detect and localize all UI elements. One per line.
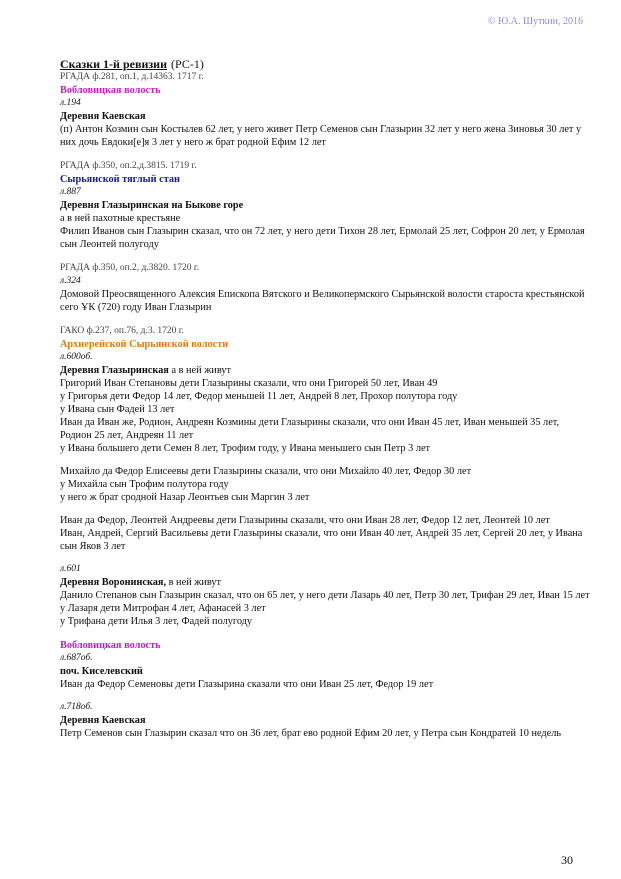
- folio-label: л.324: [60, 276, 81, 286]
- section-0: [60, 71, 590, 149]
- section-1: [60, 160, 590, 251]
- record-line: у него ж брат сродной Назар Леонтьев сын Маргин 3 лет: [60, 492, 310, 503]
- settlement-title: Деревня Глазыринская: [60, 365, 169, 376]
- record-line: (п) Антон Козмин сын Костылев 62 лет, у него живет Петр Семенов сын Глазырин 32 лет у него жена Зиновья 30 лет у них дочь Евдоки[е]я 3 лет у него ж брат родной Ефим 12 лет: [60, 124, 582, 148]
- settlement-suffix: а в ней живут: [168, 365, 231, 376]
- record-line: Иван, Андрей, Сергий Васильевы дети Глазырины сказали, что они Иван 40 лет, Андрей 35 лет, Сергей 20 лет, у Ивана сын Яков 3 лет: [60, 528, 583, 552]
- document-heading: [60, 58, 590, 71]
- archive-reference: ГАКО ф.237, оп.76, д.3. 1720 г.: [60, 326, 184, 336]
- folio-label: л.687об.: [60, 653, 93, 663]
- archive-reference: РГАДА ф.350, оп.2, д.3820. 1720 г.: [60, 263, 200, 273]
- settlement-title: Деревня Каевская: [60, 715, 146, 726]
- folio-label: л.601: [60, 564, 81, 574]
- document-body: [60, 58, 590, 740]
- page-number: 30: [561, 853, 573, 867]
- heading-code: (РС-1): [171, 57, 204, 71]
- heading-title: Сказки 1-й ревизии: [60, 57, 168, 71]
- record-line: у Михайла сын Трофим полутора году: [60, 479, 229, 490]
- archive-reference: РГАДА ф.281, оп.1, д.14363. 1717 г.: [60, 72, 204, 82]
- record-line: а в ней пахотные крестьяне: [60, 213, 181, 224]
- settlement-title: поч. Киселевский: [60, 666, 143, 677]
- household-group: [60, 514, 590, 553]
- record-line: у Трифана дети Илья 3 лет, Фадей полугоду: [60, 616, 253, 627]
- household-group: [60, 465, 590, 504]
- section-2: [60, 262, 590, 314]
- household-group: [60, 377, 590, 455]
- section-3: [60, 325, 590, 628]
- archive-reference: РГАДА ф.350, оп.2,д.3815. 1719 г.: [60, 161, 197, 171]
- record-line: у Ивана сын Фадей 13 лет: [60, 404, 175, 415]
- settlement-line: [60, 576, 590, 589]
- folio-label: л.887: [60, 187, 81, 197]
- folio-label: л.194: [60, 98, 81, 108]
- region-title: Архиерейской Сырьянской волости: [60, 339, 229, 350]
- record-line: Филип Иванов сын Глазырин сказал, что он 72 лет, у него дети Тихон 28 лет, Ермолай 25 лет, Софрон 20 лет, у Ермолая сын Леонтей полугоду: [60, 226, 585, 250]
- folio-label: л.718об.: [60, 702, 93, 712]
- copyright-notice: © Ю.А. Шуткин, 2016: [487, 16, 583, 27]
- record-line: Иван да Иван же, Родион, Андреян Козмины дети Глазырины сказали, что они Иван 45 лет, Иван меньшей 35 лет, Родион 25 лет, Андреян 11 лет: [60, 417, 560, 441]
- region-title: Сырьянской тяглый стан: [60, 174, 180, 185]
- record-line: Иван да Федор Семеновы дети Глазырина сказали что они Иван 25 лет, Федор 19 лет: [60, 679, 434, 690]
- settlement-suffix: в ней живут: [166, 577, 222, 588]
- record-line: у Лазаря дети Митрофан 4 лет, Афанасей 3 лет: [60, 603, 266, 614]
- record-line: Данило Степанов сын Глазырин сказал, что он 65 лет, у него дети Лазарь 40 лет, Петр 30 лет, Трифан 29 лет, Иван 15 лет: [60, 590, 590, 601]
- settlement-title: Деревня Глазыринская на Быкове горе: [60, 200, 244, 211]
- region-title: Вобловицкая волость: [60, 85, 161, 96]
- region-title: Вобловицкая волость: [60, 640, 161, 651]
- folio-label: л.600об.: [60, 352, 93, 362]
- record-line: у Григорья дети Федор 14 лет, Федор меньшей 11 лет, Андрей 8 лет, Прохор полутора году: [60, 391, 458, 402]
- section-4: [60, 639, 590, 740]
- record-line: Домовой Преосвященного Алексия Епископа Вятского и Великопермского Сырьянской волости староста крестьянской сего ҰК (720) году Иван Глазырин: [60, 289, 585, 313]
- record-line: Иван да Федор, Леонтей Андреевы дети Глазырины сказали, что они Иван 28 лет, Федор 12 лет, Леонтей 10 лет: [60, 515, 550, 526]
- settlement-title: Деревня Воронинская,: [60, 577, 167, 588]
- settlement-title: Деревня Каевская: [60, 111, 146, 122]
- settlement-line: [60, 364, 590, 377]
- record-line: Григорий Иван Степановы дети Глазырины сказали, что они Григорей 50 лет, Иван 49: [60, 378, 438, 389]
- record-line: Петр Семенов сын Глазырин сказал что он 36 лет, брат ево родной Ефим 20 лет, у Петра сын Кондратей 10 недель: [60, 728, 562, 739]
- record-line: Михайло да Федор Елисеевы дети Глазырины сказали, что они Михайло 40 лет, Федор 30 лет: [60, 466, 472, 477]
- record-line: у Ивана большего дети Семен 8 лет, Трофим году, у Ивана меньшего сын Петр 3 лет: [60, 443, 431, 454]
